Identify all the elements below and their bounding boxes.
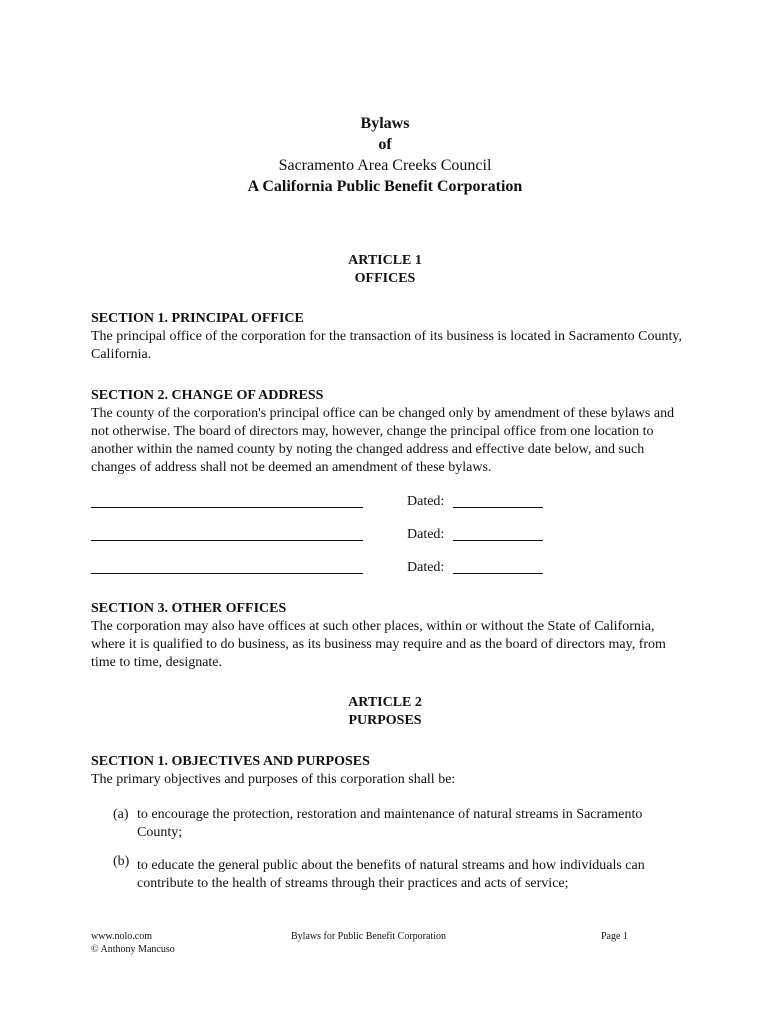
signature-line: [91, 540, 363, 541]
section-heading: SECTION 1. PRINCIPAL OFFICE: [91, 311, 304, 326]
signature-row: [91, 559, 691, 579]
section-objectives-and-purposes: [91, 753, 691, 789]
article-2-heading: [0, 694, 770, 730]
section-heading: SECTION 2. CHANGE OF ADDRESS: [91, 388, 324, 403]
section-change-of-address: [91, 387, 691, 477]
footer-left: [91, 930, 175, 956]
section-heading: SECTION 3. OTHER OFFICES: [91, 601, 287, 616]
article-1-number: ARTICLE 1: [348, 253, 422, 268]
document-title: [0, 113, 770, 197]
list-text: to educate the general public about the benefits of natural streams and how individuals can contribute to the health of streams through their practices and acts of service;: [137, 858, 645, 891]
section-heading: SECTION 1. OBJECTIVES AND PURPOSES: [91, 754, 370, 769]
date-line: [453, 573, 543, 574]
list-marker: (a): [113, 807, 129, 822]
signature-row: [91, 526, 691, 546]
list-marker: (b): [113, 854, 130, 869]
dated-label: Dated:: [407, 527, 445, 542]
section-principal-office: [91, 310, 691, 364]
title-of: of: [378, 136, 392, 153]
section-other-offices: [91, 600, 691, 672]
dated-label: Dated:: [407, 494, 445, 509]
signature-line: [91, 507, 363, 508]
section-body: The corporation may also have offices at such other places, within or without the State of California, where it is qualified to do business, as its business may require and as the board of directors may, from time to time, designate.: [91, 619, 666, 670]
footer-page-number: Page 1: [601, 931, 628, 942]
article-1-heading: [0, 252, 770, 288]
dated-label: Dated:: [407, 560, 445, 575]
article-1-name: OFFICES: [354, 271, 416, 286]
article-2-name: PURPOSES: [348, 713, 422, 728]
organization-name: Sacramento Area Creeks Council: [278, 157, 492, 174]
date-line: [453, 507, 543, 508]
section-body: The primary objectives and purposes of this corporation shall be:: [91, 772, 456, 787]
section-body: The county of the corporation's principal office can be changed only by amendment of these bylaws and not otherwise. The board of directors may, however, change the principal office from one location to another within the named county by noting the changed address and effective date below, and such changes of address shall not be deemed an amendment of these bylaws.: [91, 406, 675, 475]
section-body: The principal office of the corporation for the transaction of its business is located in Sacramento County, California.: [91, 329, 682, 362]
date-line: [453, 540, 543, 541]
signature-row: [91, 493, 691, 513]
footer-doc-title: Bylaws for Public Benefit Corporation: [291, 931, 446, 942]
list-text: to encourage the protection, restoration and maintenance of natural streams in Sacramento County;: [137, 807, 643, 840]
title-bylaws: Bylaws: [360, 115, 410, 132]
footer-website: www.nolo.com: [91, 931, 153, 942]
footer-copyright: © Anthony Mancuso: [91, 944, 175, 955]
organization-type: A California Public Benefit Corporation: [247, 178, 523, 195]
article-2-number: ARTICLE 2: [348, 695, 422, 710]
signature-line: [91, 573, 363, 574]
